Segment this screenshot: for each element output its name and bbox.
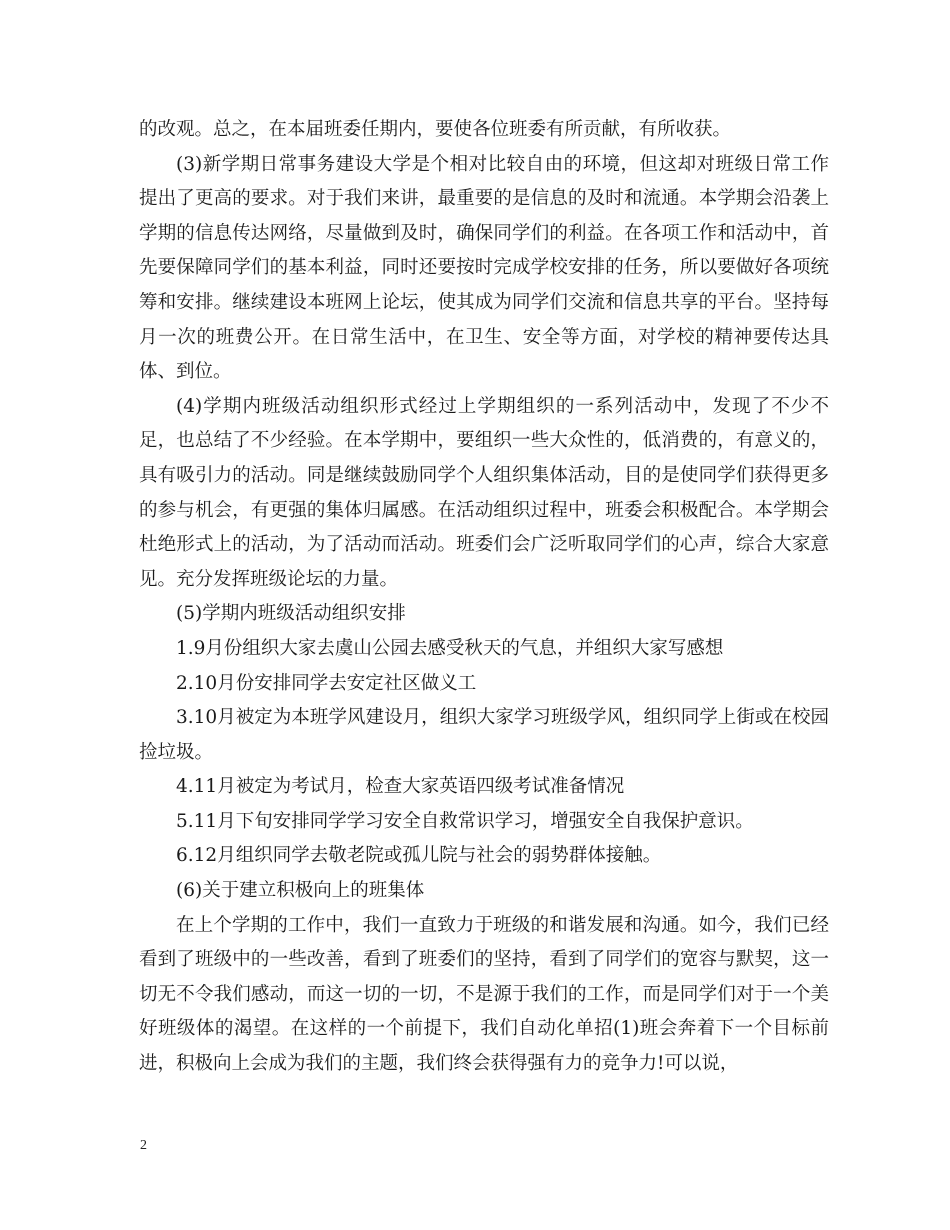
paragraph: 在上个学期的工作中，我们一直致力于班级的和谐发展和沟通。如今，我们已经看到了班级中的一些改善，看到了班委们的坚持，看到了同学们的宽容与默契，这一切无不令我们感动，而这一切的一切，不是源于我们的工作，而是同学们对于一个美好班级体的渴望。在这样的一个前提下，我们自动化单招(1)班会奔着下一个目标前进，积极向上会成为我们的主题，我们终会获得强有力的竞争力!可以说， <box>139 914 829 1075</box>
page-number: 2 <box>140 1138 147 1153</box>
document-body <box>139 113 829 1082</box>
list-item: 6.12月组织同学去敬老院或孤儿院与社会的弱势群体接触。 <box>176 845 662 867</box>
section-heading: (6)关于建立积极向上的班集体 <box>176 880 425 902</box>
paragraph: (4)学期内班级活动组织形式经过上学期组织的一系列活动中，发现了不少不足，也总结了不少经验。在本学期中，要组织一些大众性的，低消费的，有意义的，具有吸引力的活动。同是继续鼓励同学个人组织集体活动，目的是使同学们获得更多的参与机会，有更强的集体归属感。在活动组织过程中，班委会积极配合。本学期会杜绝形式上的活动，为了活动而活动。班委们会广泛听取同学们的心声，综合大家意见。充分发挥班级论坛的力量。 <box>139 395 829 590</box>
paragraph: (3)新学期日常事务建设大学是个相对比较自由的环境，但这却对班级日常工作提出了更高的要求。对于我们来讲，最重要的是信息的及时和流通。本学期会沿袭上学期的信息传达网络，尽量做到及时，确保同学们的利益。在各项工作和活动中，首先要保障同学们的基本利益，同时还要按时完成学校安排的任务，所以要做好各项统筹和安排。继续建设本班网上论坛，使其成为同学们交流和信息共享的平台。坚持每月一次的班费公开。在日常生活中，在卫生、安全等方面，对学校的精神要传达具体、到位。 <box>139 153 829 383</box>
section-heading: (5)学期内班级活动组织安排 <box>176 603 406 625</box>
list-item: 2.10月份安排同学去安定社区做义工 <box>176 672 477 694</box>
list-item: 5.11月下旬安排同学学习安全自救常识学习，增强安全自我保护意识。 <box>176 810 754 832</box>
list-item: 1.9月份组织大家去虞山公园去感受秋天的气息，并组织大家写感想 <box>176 637 724 659</box>
list-item: 3.10月被定为本班学风建设月，组织大家学习班级学风，组织同学上街或在校园捡垃圾。 <box>139 707 829 763</box>
paragraph: 的改观。总之，在本届班委任期内，要使各位班委有所贡献，有所收获。 <box>139 119 732 140</box>
list-item: 4.11月被定为考试月，检查大家英语四级考试准备情况 <box>176 776 625 798</box>
